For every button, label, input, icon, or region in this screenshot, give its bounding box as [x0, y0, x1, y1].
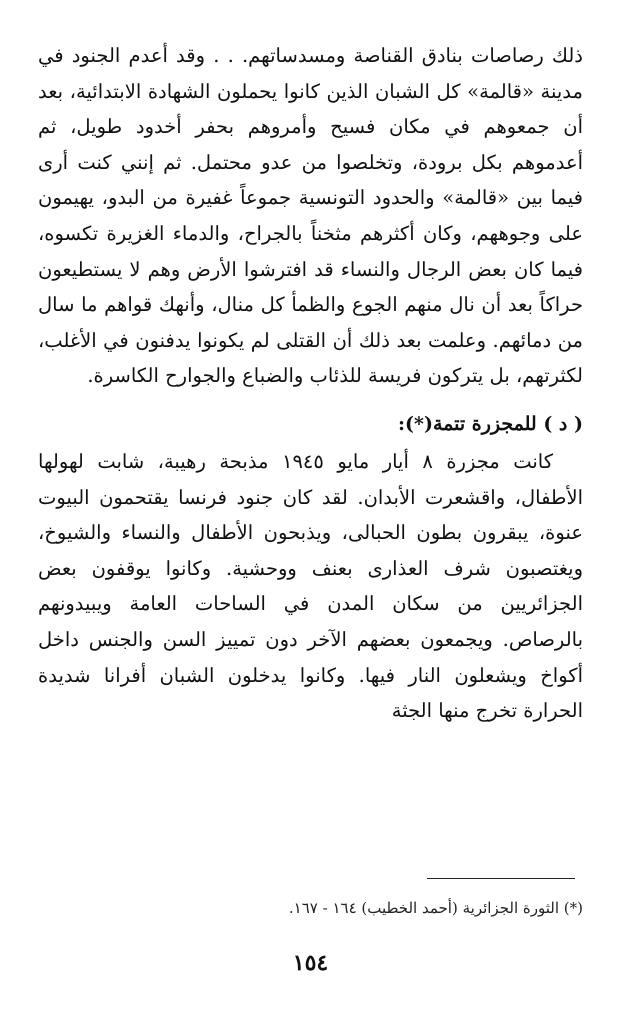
page-body [38, 38, 583, 729]
page-number: ١٥٤ [292, 950, 329, 976]
footnote-divider [427, 878, 575, 879]
section-heading: ( د ) للمجزرة تتمة(*): [398, 412, 583, 435]
footnote: (*) الثورة الجزائرية (أحمد الخطيب) ١٦٤ - ١٦٧. [288, 899, 583, 917]
body-paragraph-1: ذلك رصاصات بنادق القناصة ومسدساتهم. . . وقد أعدم الجنود في مدينة «قالمة» كل الشبان الذين كانوا يحملون الشهادة الابتدائية، بعد أن جمعوهم في مكان فسيح وأمروهم بحفر أخدود طويل، ثم أعدموهم بكل برودة، وتخلصوا من عدو محتمل. ثم إنني كنت أرى فيما بين «قالمة» والحدود التونسية جموعاً غفيرة من البدو، يهيمون على وجوههم، وكان أكثرهم مثخناً بالجراح، والدماء الغزيرة تكسوه، فيما كان بعض الرجال والنساء قد افترشوا الأرض وهم لا يستطيعون حراكاً بعد أن نال منهم الجوع والظمأ كل منال، وأنهك قواهم ما سال من دمائهم. وعلمت بعد ذلك أن القتلى لم يكونوا يدفنون في الأغلب، لكثرتهم، بل يتركون فريسة للذئاب والضباع والجوارح الكاسرة. [38, 44, 583, 388]
body-paragraph-2: كانت مجزرة ٨ أيار مايو ١٩٤٥ مذبحة رهيبة، شابت لهولها الأطفال، واقشعرت الأبدان. لقد كان جنود فرنسا يقتحمون البيوت عنوة، يبقرون بطون الحبالى، ويذبحون الأطفال والنساء والشيوخ، ويغتصبون شرف العذارى بعنف ووحشية. وكانوا يوقفون بعض الجزائريين من سكان المدن في الساحات العامة ويبيدونهم بالرصاص. ويجمعون بعضهم الآخر دون تمييز السن والجنس داخل أكواخ ويشعلون النار فيها. وكانوا يدخلون الشبان أفرانا شديدة الحرارة تخرج منها الجثة [38, 449, 583, 723]
